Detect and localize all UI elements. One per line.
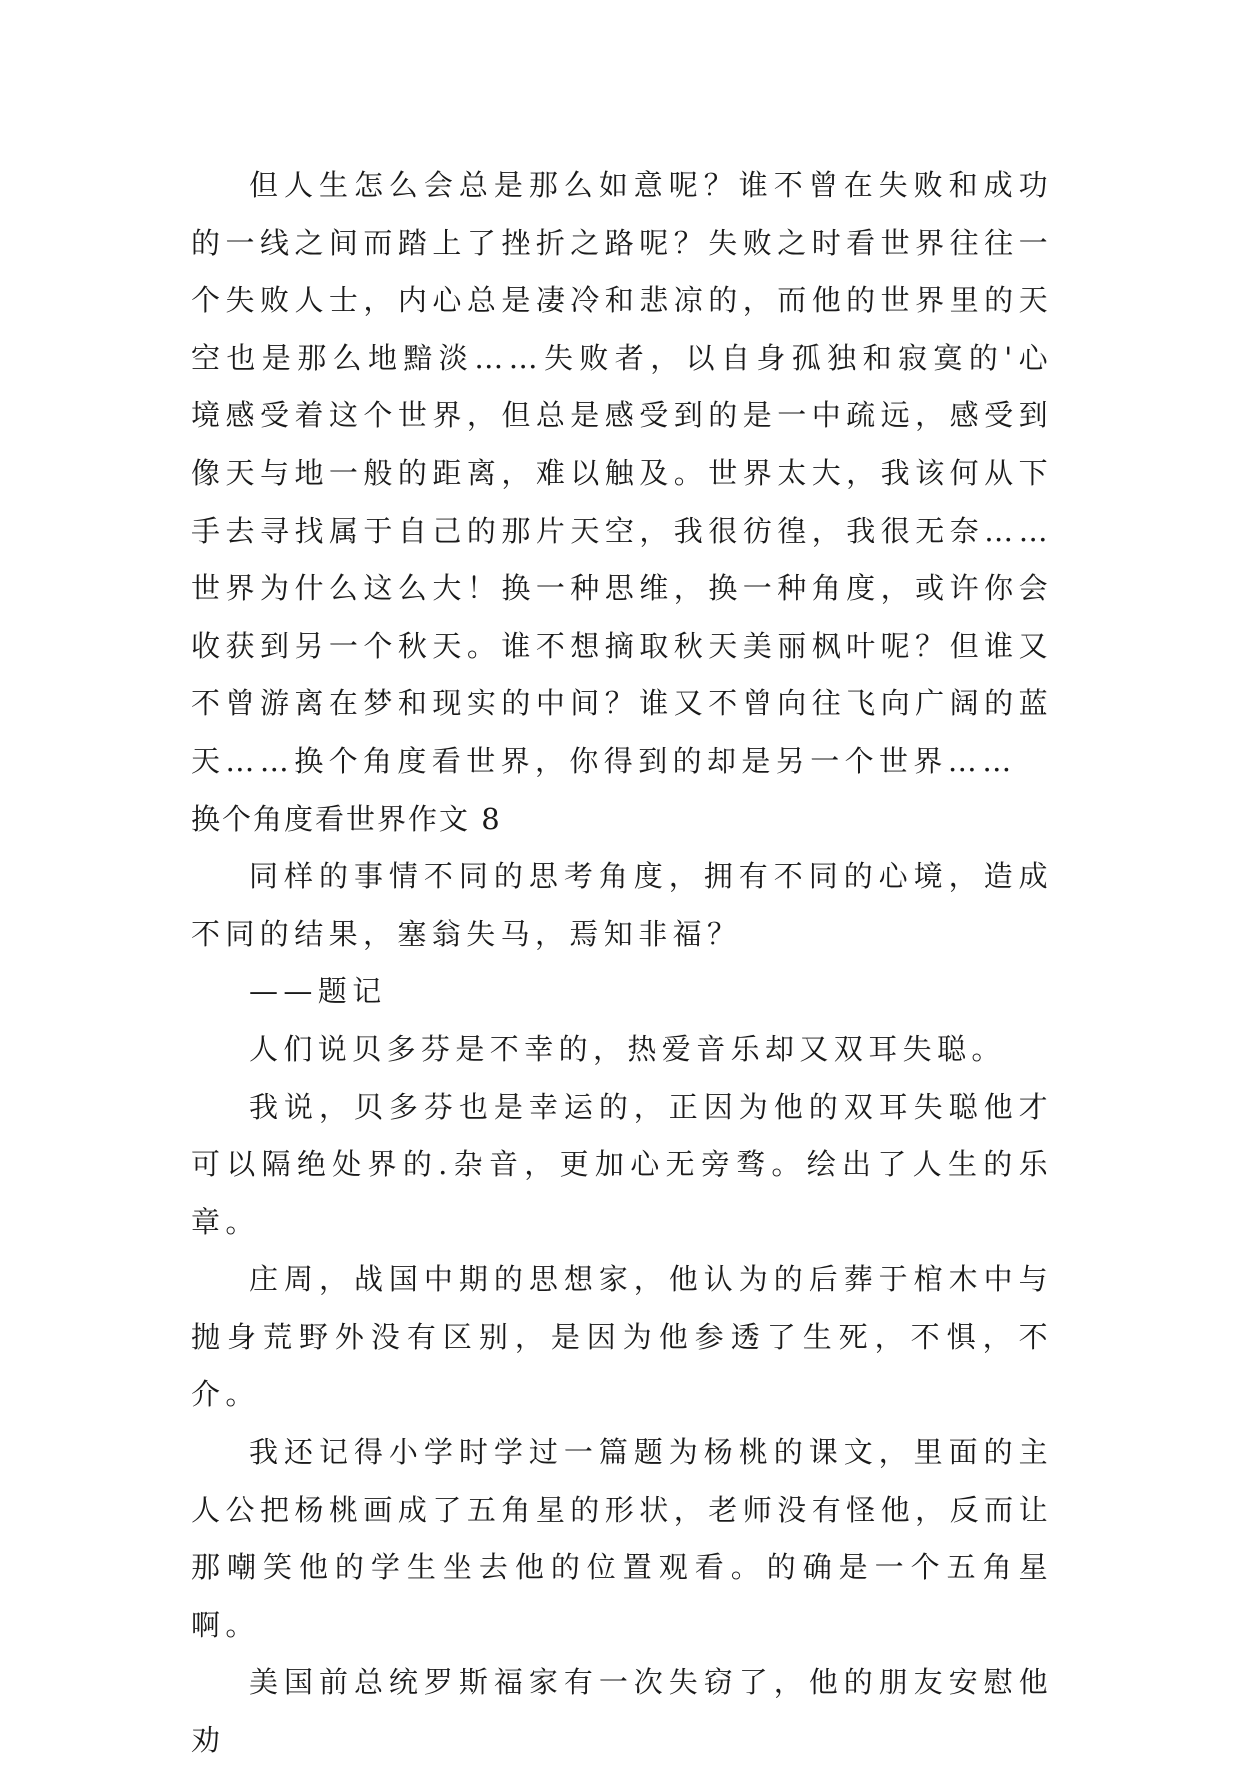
paragraph: 同样的事情不同的思考角度，拥有不同的心境，造成不同的结果，塞翁失马，焉知非福？ <box>191 859 1053 951</box>
document-body <box>191 157 1053 1770</box>
paragraph: 庄周，战国中期的思想家，他认为的后葬于棺木中与抛身荒野外没有区别，是因为他参透了生死，不惧，不介。 <box>191 1262 1053 1412</box>
paragraph: 我说，贝多芬也是幸运的，正因为他的双耳失聪他才可以隔绝处界的.杂音，更加心无旁骛。绘出了人生的乐章。 <box>191 1089 1053 1239</box>
epigraph-attribution: ——题记 <box>249 974 387 1009</box>
paragraph: 美国前总统罗斯福家有一次失窃了，他的朋友安慰他劝 <box>191 1665 1053 1758</box>
paragraph: 但人生怎么会总是那么如意呢？谁不曾在失败和成功的一线之间而踏上了挫折之路呢？失败之时看世界往往一个失败人士，内心总是凄冷和悲凉的，而他的世界里的天空也是那么地黯淡……失败者，以自身孤独和寂寞的'心境感受着这个世界，但总是感受到的是一中疏远，感受到像天与地一般的距离，难以触及。世界太大，我该何从下手去寻找属于自己的那片天空，我很彷徨，我很无奈……世界为什么这么大！换一种思维，换一种角度，或许你会收获到另一个秋天。谁不想摘取秋天美丽枫叶呢？但谁又不曾游离在梦和现实的中间？谁又不曾向往飞向广阔的蓝天……换个角度看世界，你得到的却是另一个世界…… <box>191 168 1053 778</box>
paragraph: 人们说贝多芬是不幸的，热爱音乐却又双耳失聪。 <box>249 1031 1006 1066</box>
paragraph: 我还记得小学时学过一篇题为杨桃的课文，里面的主人公把杨桃画成了五角星的形状，老师没有怪他，反而让那嘲笑他的学生坐去他的位置观看。的确是一个五角星啊。 <box>191 1435 1053 1642</box>
section-heading: 换个角度看世界作文 8 <box>191 801 502 836</box>
